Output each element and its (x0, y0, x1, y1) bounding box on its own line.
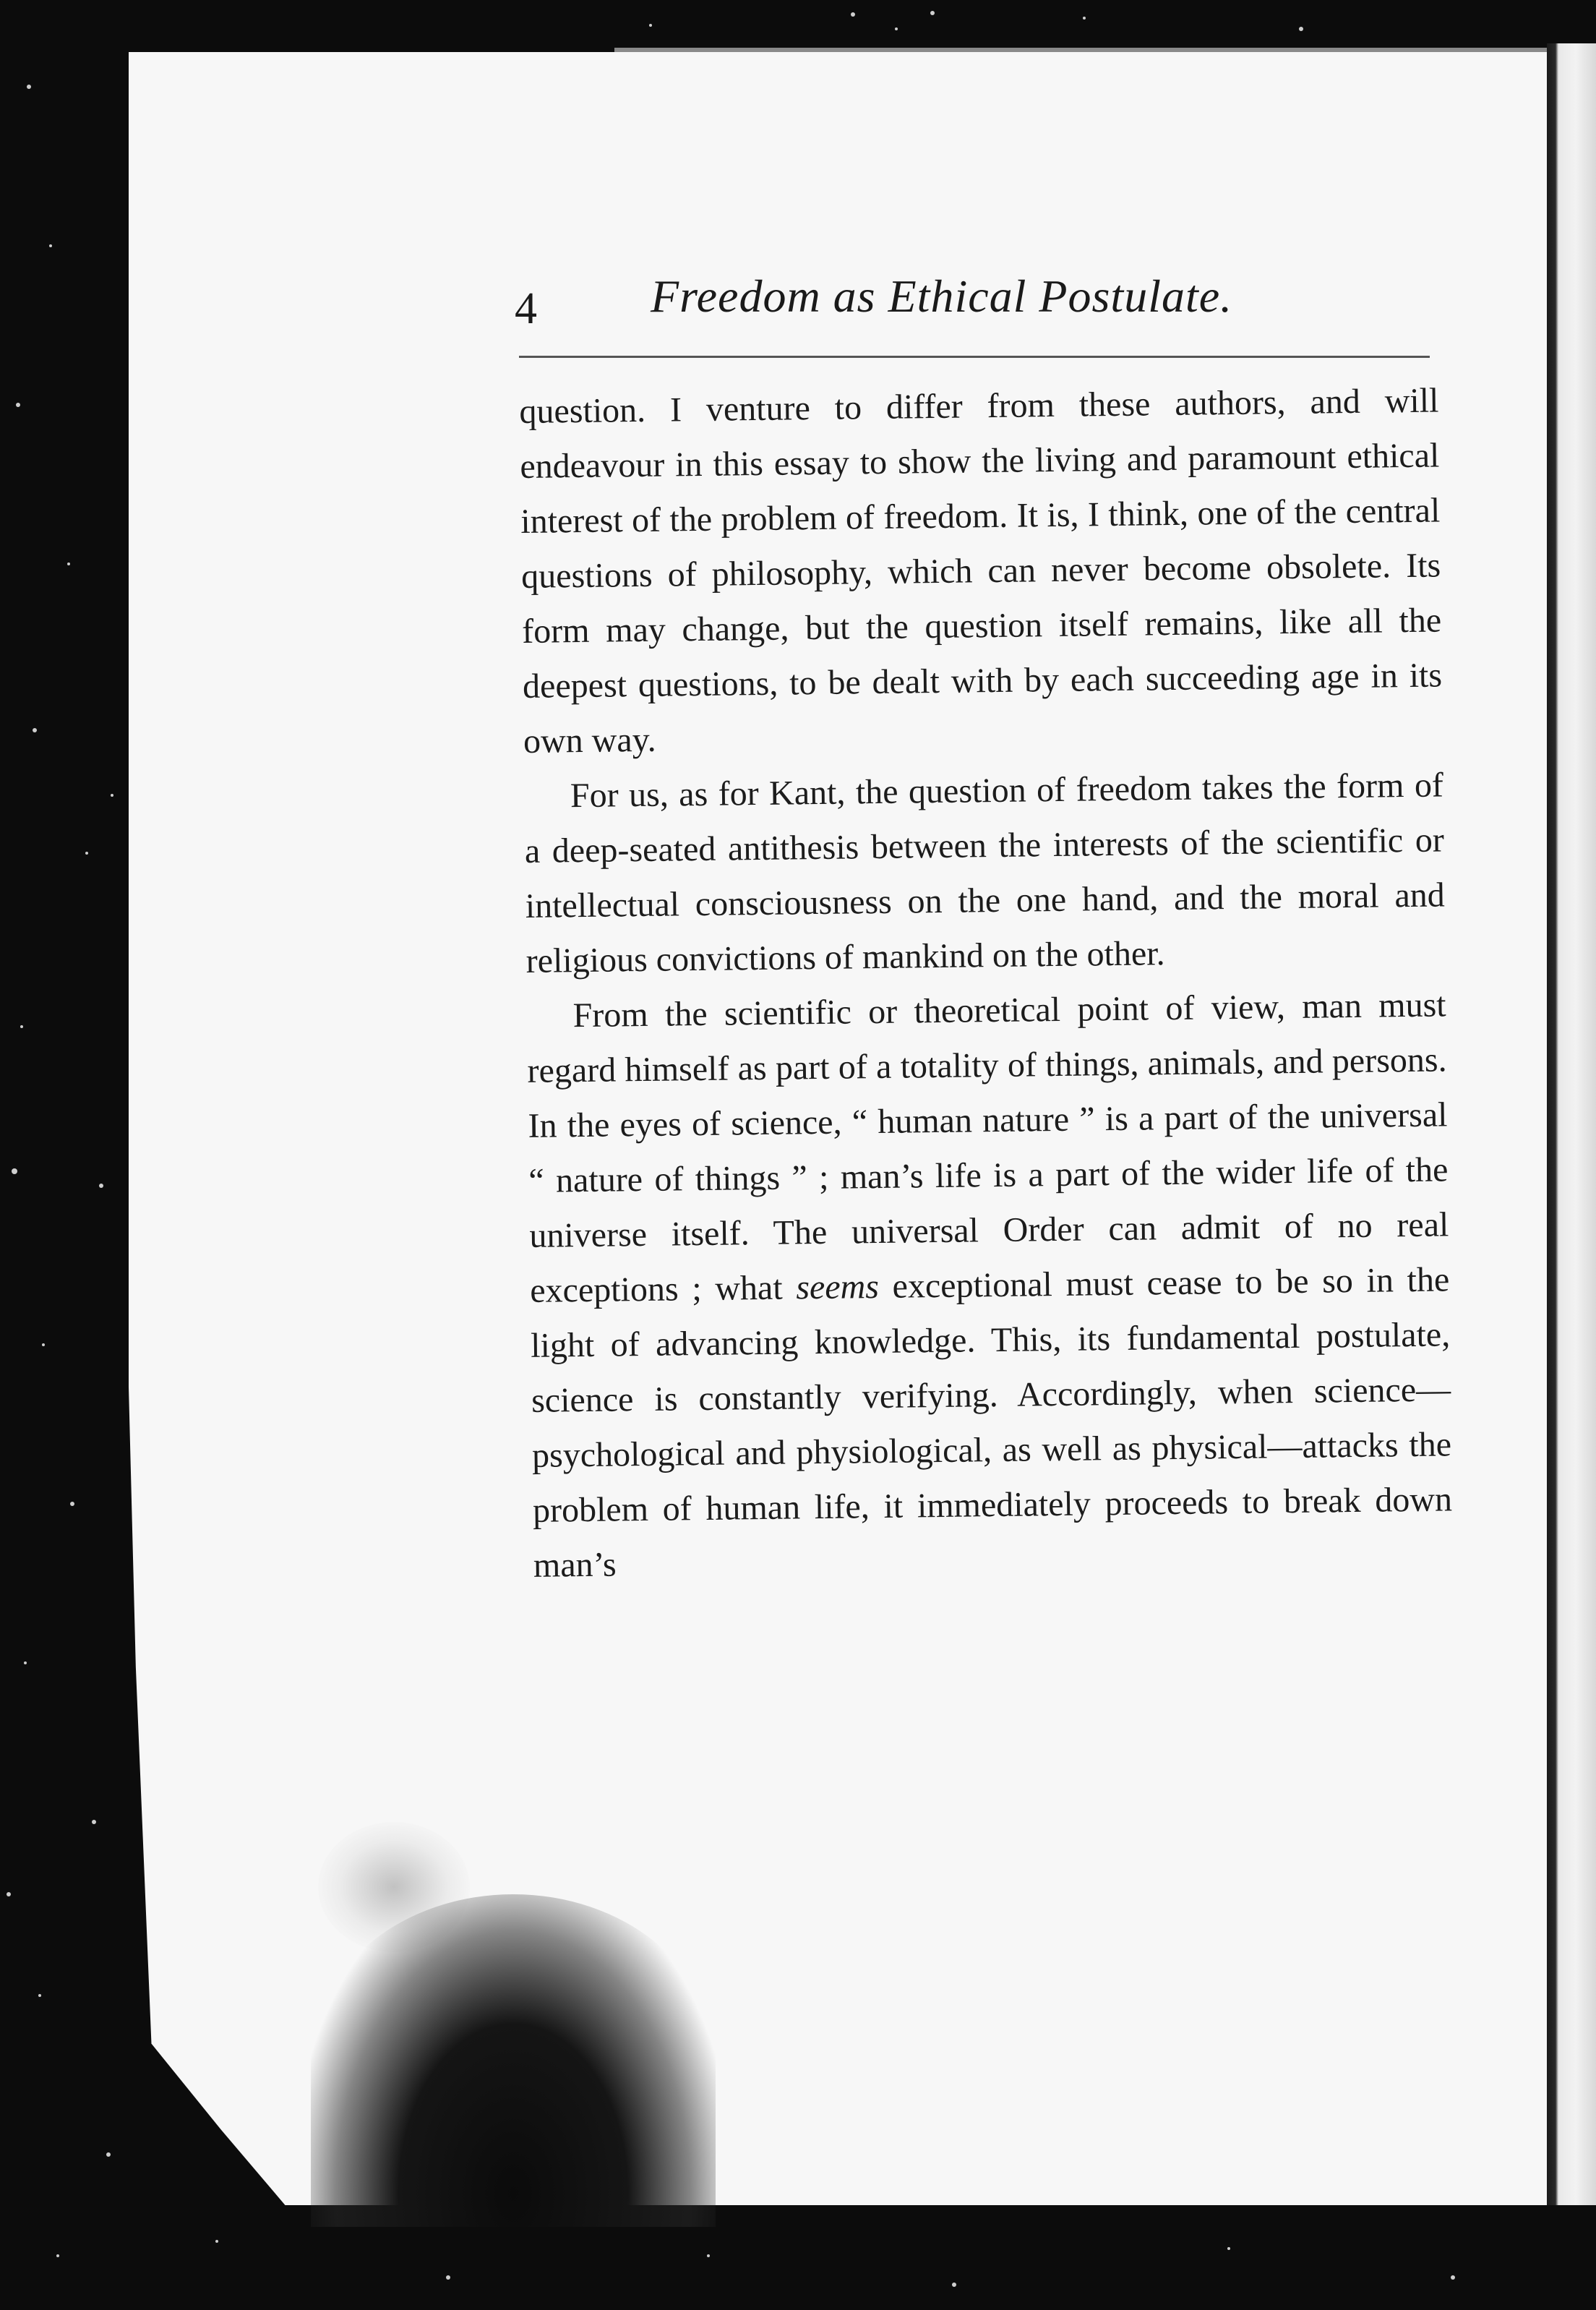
paragraph-3 (526, 978, 1453, 1593)
emphasized-word: seems (795, 1267, 880, 1307)
header-rule (519, 356, 1430, 358)
thumb-shadow (311, 1894, 716, 2227)
body-text (519, 373, 1453, 1593)
paragraph-3-text-end: exceptional must cease to be so in the light of advancing knowledge. This, its fundamental postulate, science is constantly verifying. Accordingly, when science—psychological and physiological, as well as physical—attacks the problem of human life, it immediately proceeds to break down man’s (530, 1260, 1453, 1585)
paragraph-2: For us, as for Kant, the question of freedom takes the form of a deep-seated antithesis between the interests of the scientific or intellectual consciousness on the one hand, and the moral and religious convictions of mankind on the other. (524, 766, 1446, 980)
page-binding-edge (1547, 43, 1596, 2205)
paragraph-3-text-start: From the scientific or theoretical point of view, man must regard himself as part of a totality of things, animals, and persons. In the eyes of science, “ human nature ” is a part of the universal “ nature of things ” ; man’s life is a part of the wider life of the universe itself. The universal Order can admit of no real exceptions ; what (527, 985, 1449, 1310)
paragraph-1: question. I venture to differ from these authors, and will endeavour in this essay to show the living and paramount ethical interest of the problem of freedom. It is, I think, one of the central questions of philosophy, which can never become obsolete. Its form may change, but the question itself remains, like all the deepest questions, to be dealt with by each succeeding age in its own way. (519, 381, 1443, 761)
page-number: 4 (515, 284, 537, 333)
running-title: Freedom as Ethical Postulate. (651, 270, 1233, 322)
running-head (515, 270, 1425, 333)
